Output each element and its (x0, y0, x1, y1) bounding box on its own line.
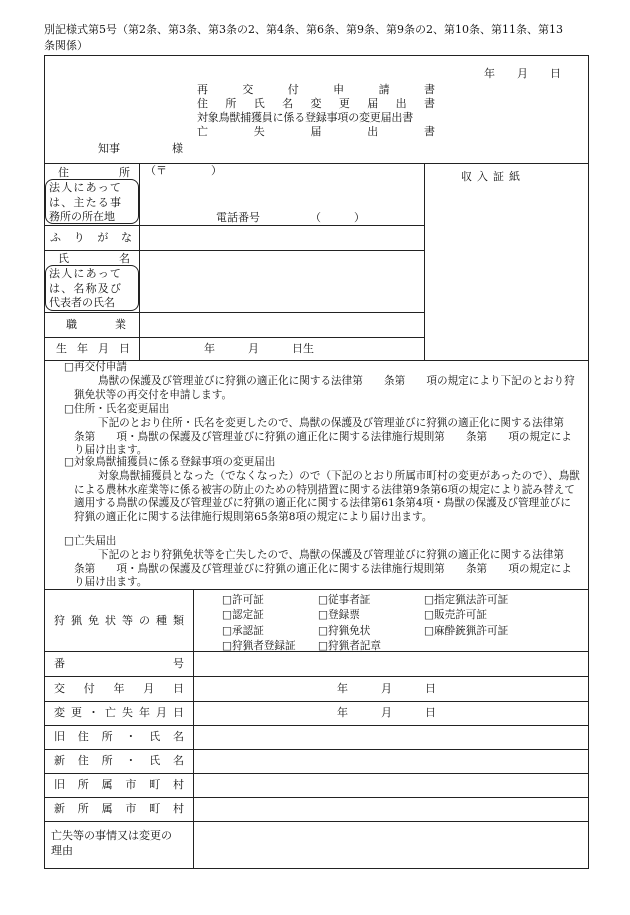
birth-date-field[interactable]: 年 月 日生 (204, 342, 314, 355)
notice-capture-member-change-body: 対象鳥獣捕獲員となった（でなくなった）ので（下記のとおり所属市町村の変更があったので）、鳥獣による農林水産業等に係る被害の防止のための特別措置に関する法律第9条第6項の規定により読み替えて適用する鳥獣の保護及び管理並びに狩猟の適正化に関する法律第61条第4項・鳥獣の保護及び管理並びに狩猟の適正化に関する法律施行規則第65条第8項の規定により届け出ます。 (74, 469, 580, 524)
occupation-label: 職 業 (66, 318, 126, 331)
kind-anesthetic-gun-permit[interactable]: □麻酔銃猟許可証 (424, 625, 509, 637)
notice-loss-body: 下記のとおり狩猟免状等を亡失したので、鳥獣の保護及び管理並びに狩猟の適正化に関する法律第 条第 項・鳥獣の保護及び管理並びに狩猟の適正化に関する法律施行規則第 条第 項の規定により届け出ます。 (74, 548, 586, 589)
kind-hunting-license[interactable]: □狩猟免状 (318, 625, 371, 637)
change-date-field[interactable]: 年 月 日 (337, 706, 436, 719)
title-address-change: 住 所 氏 名 変 更 届 出 書 (197, 97, 435, 110)
new-address-label: 新 住 所 ・ 氏 名 (54, 754, 184, 767)
new-city-label: 新 所 属 市 町 村 (54, 802, 184, 815)
issue-date-label: 交 付 年 月 日 (54, 682, 184, 695)
old-city-label: 旧 所 属 市 町 村 (54, 778, 184, 791)
notice-reissue (64, 361, 580, 402)
form-number-line2: 条関係） (44, 39, 88, 52)
governor-label: 知事 (98, 142, 120, 155)
notice-reissue-body: 鳥獣の保護及び管理並びに狩猟の適正化に関する法律第 条第 項の規定により下記のとおり狩猟免状等の再交付を申請します。 (74, 374, 575, 401)
kind-sales-permit[interactable]: □販売許可証 (424, 609, 487, 621)
phone-label: 電話番号 (216, 211, 260, 224)
notice-capture-member-change-head[interactable]: □対象鳥獣捕獲員に係る登録事項の変更届出 (64, 456, 276, 468)
kind-designated-method-permit[interactable]: □指定猟法許可証 (424, 594, 509, 606)
old-address-label: 旧 住 所 ・ 氏 名 (54, 730, 184, 743)
address-note-3: 務所の所在地 (49, 210, 115, 223)
address-label: 住 所 (58, 166, 130, 179)
reason-label-2: 理由 (51, 844, 73, 857)
kind-hunter-badge[interactable]: □狩猟者記章 (318, 640, 381, 652)
kind-worker-cert[interactable]: □従事者証 (318, 594, 371, 606)
notice-address-change-head[interactable]: □住所・氏名変更届出 (64, 403, 170, 415)
notice-loss-head[interactable]: □亡失届出 (64, 535, 117, 547)
issue-date-field[interactable]: 年 月 日 (337, 682, 436, 695)
kind-permit[interactable]: □許可証 (222, 594, 264, 606)
notice-loss (64, 535, 586, 590)
name-note-2: は、名称及び (49, 282, 123, 295)
phone-field[interactable]: （ ） (310, 211, 365, 224)
title-capture-member-change: 対象鳥獣捕獲員に係る登録事項の変更届出書 (197, 111, 413, 124)
address-note-1: 法人にあって (49, 181, 123, 194)
notice-address-change-body: 下記のとおり住所・氏名を変更したので、鳥獣の保護及び管理並びに狩猟の適正化に関する法律第 条第 項・鳥獣の保護及び管理並びに狩猟の適正化に関する法律施行規則第 条第 項の規定により届け出ます。 (74, 416, 586, 457)
postal-code-field[interactable]: （〒 ） (145, 164, 222, 177)
name-note-1: 法人にあって (49, 267, 123, 280)
name-note-3: 代表者の氏名 (49, 296, 115, 309)
form-number-line1: 別記様式第5号（第2条、第3条、第3条の2、第4条、第6条、第9条、第9条の2、第10条、第11条、第13 (44, 23, 563, 36)
license-kind-label: 狩 猟 免 状 等 の 種 類 (54, 614, 184, 627)
notice-capture-member-change (64, 456, 580, 525)
kind-registration-slip[interactable]: □登録票 (318, 609, 360, 621)
furigana-label: ふ り が な (50, 231, 132, 244)
change-date-label: 変 更 ・ 亡 失 年 月 日 (54, 706, 184, 719)
kind-certification[interactable]: □認定証 (222, 609, 264, 621)
reason-label-1: 亡失等の事情又は変更の (51, 829, 172, 842)
kind-approval-cert[interactable]: □承認証 (222, 625, 264, 637)
title-loss: 亡 失 届 出 書 (197, 125, 435, 138)
number-label: 番 号 (54, 657, 184, 670)
revenue-stamp-label: 収入証紙 (461, 170, 525, 183)
kind-hunter-registration[interactable]: □狩猟者登録証 (222, 640, 296, 652)
notice-reissue-head[interactable]: □再交付申請 (64, 361, 127, 373)
name-label: 氏 名 (58, 252, 130, 265)
submission-date: 年 月 日 (484, 67, 561, 80)
title-reissue: 再 交 付 申 請 書 (197, 83, 435, 96)
notice-address-change (64, 403, 586, 458)
address-note-2: は、主たる事 (49, 196, 123, 209)
sama-label: 様 (172, 142, 183, 155)
birth-date-label: 生 年 月 日 (56, 342, 130, 355)
